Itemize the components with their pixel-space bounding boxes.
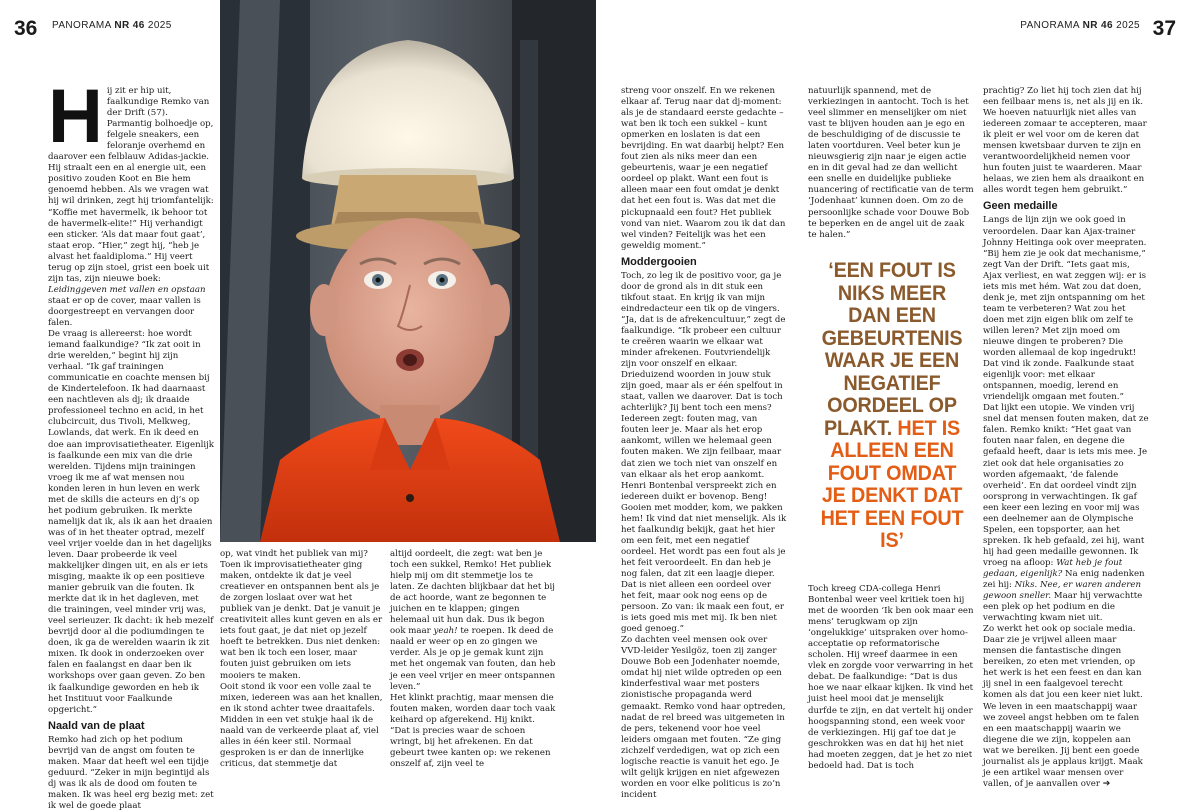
article-column-1	[48, 74, 214, 811]
pull-quote-part-1: ‘EEN FOUT IS NIKS MEER DAN EEN GEBEURTENIS WAAR JE EEN NEGATIEF OORDEEL OP PLAKT.	[821, 258, 963, 440]
issue-number: NR 46	[1082, 20, 1113, 31]
issue-year: 2025	[1116, 20, 1140, 31]
emphasis: Wat heb je fout gedaan, eigenlijk?	[983, 557, 1123, 579]
paragraph: prachtig? Zo liet hij toch zien dat hij een feilbaar mens is, net als jij en ik. We hoeven natuurlijk niet alles van iedereen zomaar te accepteren, maar ik pleit er wel voor om de keren dat mensen kwetsbaar durven te zijn en verantwoordelijkheid nemen voor hun fouten juist te waarderen. Maar helaas, we zien hem als draaikont en alles wordt tegen hem gebruikt.”	[983, 86, 1147, 196]
paragraph: De vraag is allereerst: hoe wordt iemand faalkundige? “Ik zat ooit in drie werelden,” begint hij zijn verhaal. “Ik gaf trainingen communicatie en coachte mensen bij de Kindertelefoon. Ik had daarnaast een nachtleven als dj; ik draaide professioneel techno en acid, in het clubcircuit, dus Tivoli, Melkweg, Lowlands, dat werk. En ik deed en doe aan improvisatietheater. Eigenlijk is faalkunde een mix van die drie werelden. Tijdens mijn trainingen vroeg ik me af wat mensen nou konden leren in hun leven en werk met de skills die acteurs en dj’s op het podium gebruiken. Ik merkte namelijk dat ik, als ik aan het draaien was of in het theater optrad, mezelf veel vrijer voelde dan in het dagelijks leven. Daar probeerde ik veel makkelijker dingen uit, en als er iets misging, maakte ik op een positieve manier gebruik van die fouten. Ik merkte dat ik in het dagleven, met die trainingen, veel minder vrij was, veel serieuzer. Ik dacht: ik heb mezelf bevrijd door al die podiumdingen te doen, ik ga de werelden waarin ik zit mixen. Ik dook in onderzoeken over falen en faalangst en daar ben ik workshops over gaan geven. Zo ben ik faalkundige geworden en heb ik het Instituut voor Faalkunde opgericht.”	[48, 329, 214, 715]
magazine-name: PANORAMA	[52, 20, 112, 31]
emphasis: yeah!	[433, 626, 458, 637]
paragraph: Dat lijkt een utopie. We vinden vrij snel dat mensen fouten maken, dat ze falen. Remko knikt: “Het gaat van fouten naar falen, en degene die gefaald heeft, daar is iets mis mee. Je ziet ook dat hele organisaties zo worden afgemaakt, ‘de falende overheid’. En dat oordeel vindt zijn oorsprong in verwachtingen. Ik gaf een keer een lezing en voor mij was een deelnemer aan de Olympische Spelen, een topsporter, aan het spreken. Ik heb gefaald, zei hij, want hij had geen medaille gewonnen. Ik vroeg na afloop: Wat heb je fout gedaan, eigenlijk? Na enig nadenken zei hij: Niks. Nee, er waren anderen gewoon sneller. Maar hij verwachtte een plek op het podium en die verwachting kwam niet uit.	[983, 403, 1149, 624]
paragraph: Remko had zich op het podium bevrijd van de angst om fouten te maken. Maar dat heeft wel een tijdje geduurd. “Zeker in mijn begintijd als dj was ik als de dood om fouten te maken. Ik was heel erg bezig met: zet ik wel de goede plaat	[48, 734, 214, 811]
paragraph: natuurlijk spannend, met de verkiezingen in aantocht. Toch is het veel slimmer en menselijker om niet vast te blijven houden aan je ego en de beschuldiging of de discussie te laten voortduren. Veel beter kun je nieuwsgierig zijn naar je eigen actie en in dit geval had ze dan wellicht een snelle en duidelijke publieke nuancering of rectificatie van de term ‘Jodenhaat’ kunnen doen. Om zo de persoonlijke schade voor Douwe Bob te beperken en de angel uit de zaak te halen.”	[808, 86, 974, 240]
paragraph: Zo dachten veel mensen ook over VVD-leider Yesilgöz, toen zij zanger Douwe Bob een Jodenhater noemde, omdat hij niet wilde optreden op een kinderfestival waar met posters zionistische propaganda werd gemaakt. Remko vond haar optreden, nadat de rel breed was uitgemeten in de pers, tekenend voor hoe veel leiders omgaan met fouten. “Ze ging zichzelf verdedigen, wat op zich een logische reactie is vanuit het ego. Je wilt gelijk krijgen en niet afgewezen worden en voor elke politicus is zo’n incident	[621, 635, 786, 800]
continue-arrow-icon: ➔	[1102, 778, 1111, 789]
paragraph: Langs de lijn zijn we ook goed in veroordelen. Daar kan Ajax-trainer Johnny Heitinga ook over meepraten. “Bij hem zie je ook dat mechanisme,” zegt Van der Drift. “Iets gaat mis, Ajax verliest, en wat zeggen wij: er is iets mis met hém. Wat zou dat doen, denk je, met zijn ontspanning om het team te verbeteren? Wat zou het doen met zijn eigen blik om zelf te willen leren? Met zijn moed om nieuwe dingen te proberen? Die worden allemaal de kop ingedrukt! Dat vind ik zonde. Faalkunde staat eigenlijk voor: met elkaar ontspannen, moedig, lerend en vriendelijk omgaan met fouten.”	[983, 215, 1147, 403]
paragraph: Het klinkt prachtig, maar mensen die fouten maken, worden daar toch vaak keihard op afgerekend. Hij knikt. “Dat is precies waar de schoen wringt, bij het afrekenen. En dat gebeurt twee kanten op: we rekenen onszelf af, zijn veel te	[390, 692, 556, 769]
article-column-6	[983, 86, 1149, 791]
subheading: Geen medaille	[983, 200, 1058, 213]
paragraph: Toch kreeg CDA-collega Henri Bontenbal weer veel kritiek toen hij met de woorden ‘Ik ben ook maar een mens’ terugkwam op zijn ‘ongelukkige’ uitspraken over homo-acceptatie op reformatorische scholen. Hij wreef daarmee in een vlek en zorgde voor verwarring in het debat. De faalkundige: “Dat is dus hoe we naar elkaar kijken. Ik vind het juist heel mooi dat je menselijk durfde te zijn, en dat vertelt hij onder hoogspanning stond, een week voor de verkiezingen. Hij gaf toe dat je geschrokken was en dat hij het niet had moeten zeggen, dat je het zo niet bedoeld had. Dat is toch	[808, 584, 974, 771]
subheading: Moddergooien	[621, 255, 697, 268]
magazine-name: PANORAMA	[1020, 20, 1080, 31]
drop-cap: H	[48, 74, 103, 159]
running-head-left	[52, 20, 172, 31]
running-head-right	[1020, 20, 1140, 31]
article-column-2	[220, 549, 384, 791]
issue-number: NR 46	[114, 20, 145, 31]
article-column-3	[390, 549, 556, 791]
page-number-right: 37	[1152, 17, 1176, 40]
article-column-5-top	[808, 86, 974, 240]
issue-year: 2025	[147, 20, 172, 31]
paragraph: altijd oordeelt, die zegt: wat ben je toch een sukkel, Remko! Het publiek hielp mij om dit stemmetje los te laten. Ze dachten blijkbaar dat het bij de act hoorde, want ze begonnen te juichen en te klappen; gingen helemaal uit hun dak. Dus ik begon ook maar yeah! te roepen. Ik deed de naald er weer op en zo gingen we verder. Als je op je gemak kunt zijn met het ongemak van fouten, dan heb je een veel vrijer en meer ontspannen leven.”	[390, 549, 556, 692]
paragraph: Zo werkt het ook op sociale media. Daar zie je vrijwel alleen maar mensen die fantastische dingen bereiken, zo eten met vrienden, op het werk is het een feest en dan kan jij snel in een faalgevoel terecht komen als dat jou een keer niet lukt. We leven in een maatschappij waar we zoveel angst hebben om te falen en een maatschappij waarin we diegene die we zijn, koppelen aan wat we bereiken. Jij bent een goede journalist als je applaus krijgt. Maak je een artikel waar mensen over vallen, of je aanvallen over ➔	[983, 624, 1143, 789]
emphasis: Niks. Nee, er waren anderen gewoon sneller.	[983, 580, 1142, 602]
page-number-left: 36	[14, 17, 38, 40]
portrait-photo-icon	[220, 0, 596, 542]
paragraph: streng voor onszelf. En we rekenen elkaar af. Terug naar dat dj-moment: als je de standaard eerste gedachte – wat ben ik toch een sukkel – kunt opmerken en loslaten is dat een bevrijding. En wat daarbij helpt? Een fout zien als niks meer dan een gebeurtenis, waar je een negatief oordeel op plakt. Want een fout is alleen maar een fout omdat je denkt dat het een fout is. Was dat met die pickupnaald een fout? Het publiek vond van niet. Waarom zou ik dat dan wel vinden? Feitelijk was het een geweldig moment.”	[621, 86, 786, 251]
paragraph: Toch, zo leg ik de positivo voor, ga je door de grond als in dit stuk een tikfout staat. En krijg ik van mijn eindredacteur een tik op de vingers. “Ja, dat is de afrekencultuur,” zegt de faalkundige. “Ik probeer een cultuur te creëren waarin we elkaar wat minder afrekenen. Foutvriendelijk zijn voor onszelf en elkaar. Drieduizend woorden in jouw stuk zijn goed, maar als er één spelfout in staat, vallen we daarover. Dat is toch achterlijk? Jij bent toch een mens? Iedereen zegt: fouten mag, van fouten leer je. Maar als het erop aankomt, willen we helemaal geen fouten maken. We zijn feilbaar, maar dat zien we toch niet van onszelf en van elkaar als het erop aankomt. Henri Bontenbal verspreekt zich en iedereen duikt er bovenop. Beng! Gooien met modder, kom, we pakken hem! Ik vind dat niet menselijk. Als ik het faalkundig bekijk, gaat het hier om een feit, met een negatief oordeel. Het wordt pas een fout als je het feit veroordeelt. En dan heb je nog falen, dat zit een laagje dieper. Dat is niet alleen een oordeel over het feit, maar ook nog eens op de persoon. Zo van: ik maak een fout, er is iets goed mis met mij. Ik ben niet goed genoeg.”	[621, 270, 787, 635]
paragraph: ij zit er hip uit, faalkundige Remko van der Drift (57). Parmantig bolhoedje op, felgele sneakers, een feloranje overhemd en daarover een felblauw Adidas-jackie. Hij straalt een en al energie uit, een positivo zouden Koot en Bie hem genoemd hebben. Als we vragen wat hij wil drinken, zegt hij triomfantelijk: “Koffie met havermelk, ik behoor tot de havermelk-elite!” Hij verhandigt een sticker. ‘Als dat maar fout gaat’, staat erop. “Hier,” zegt hij, “heb je alvast het faaldiploma.” Hij veert terug op zijn stoel, grist een boek uit zijn tas, zijn nieuwe boek: Leidinggeven met vallen en opstaan staat er op de cover, maar vallen is doorgestreept en vervangen door falen.	[48, 86, 214, 328]
pull-quote-part-2: HET IS ALLEEN EEN FOUT OMDAT JE DENKT DAT HET EEN FOUT IS’	[820, 415, 964, 552]
book-title: Leidinggeven met vallen en opstaan	[48, 284, 206, 295]
subheading: Naald van de plaat	[48, 719, 145, 732]
pull-quote	[818, 259, 965, 552]
article-column-4	[621, 86, 787, 800]
paragraph: op, wat vindt het publiek van mij? Toen ik improvisatietheater ging maken, ontdekte ik dat je veel creatiever en ontspannen bent als je de zorgen loslaat over wat het publiek van je denkt. Dat je vanuit je creativiteit alles kunt geven en als er iets fout gaat, je dat niet op jezelf hoeft te betrekken. Dus niet denken: wat ben ik toch een loser, maar fouten juist gebruiken om iets mooiers te maken. Ooit stond ik voor een volle zaal te mixen, iedereen was aan het knallen, en ik stond achter twee draaitafels. Midden in een vet stukje haal ik de naald van de verkeerde plaat af, viel alles in één keer stil. Normaal gesproken is er dan de innerlijke criticus, dat stemmetje dat	[220, 549, 383, 769]
portrait-photo	[220, 0, 596, 542]
article-column-5-bottom	[808, 584, 974, 791]
